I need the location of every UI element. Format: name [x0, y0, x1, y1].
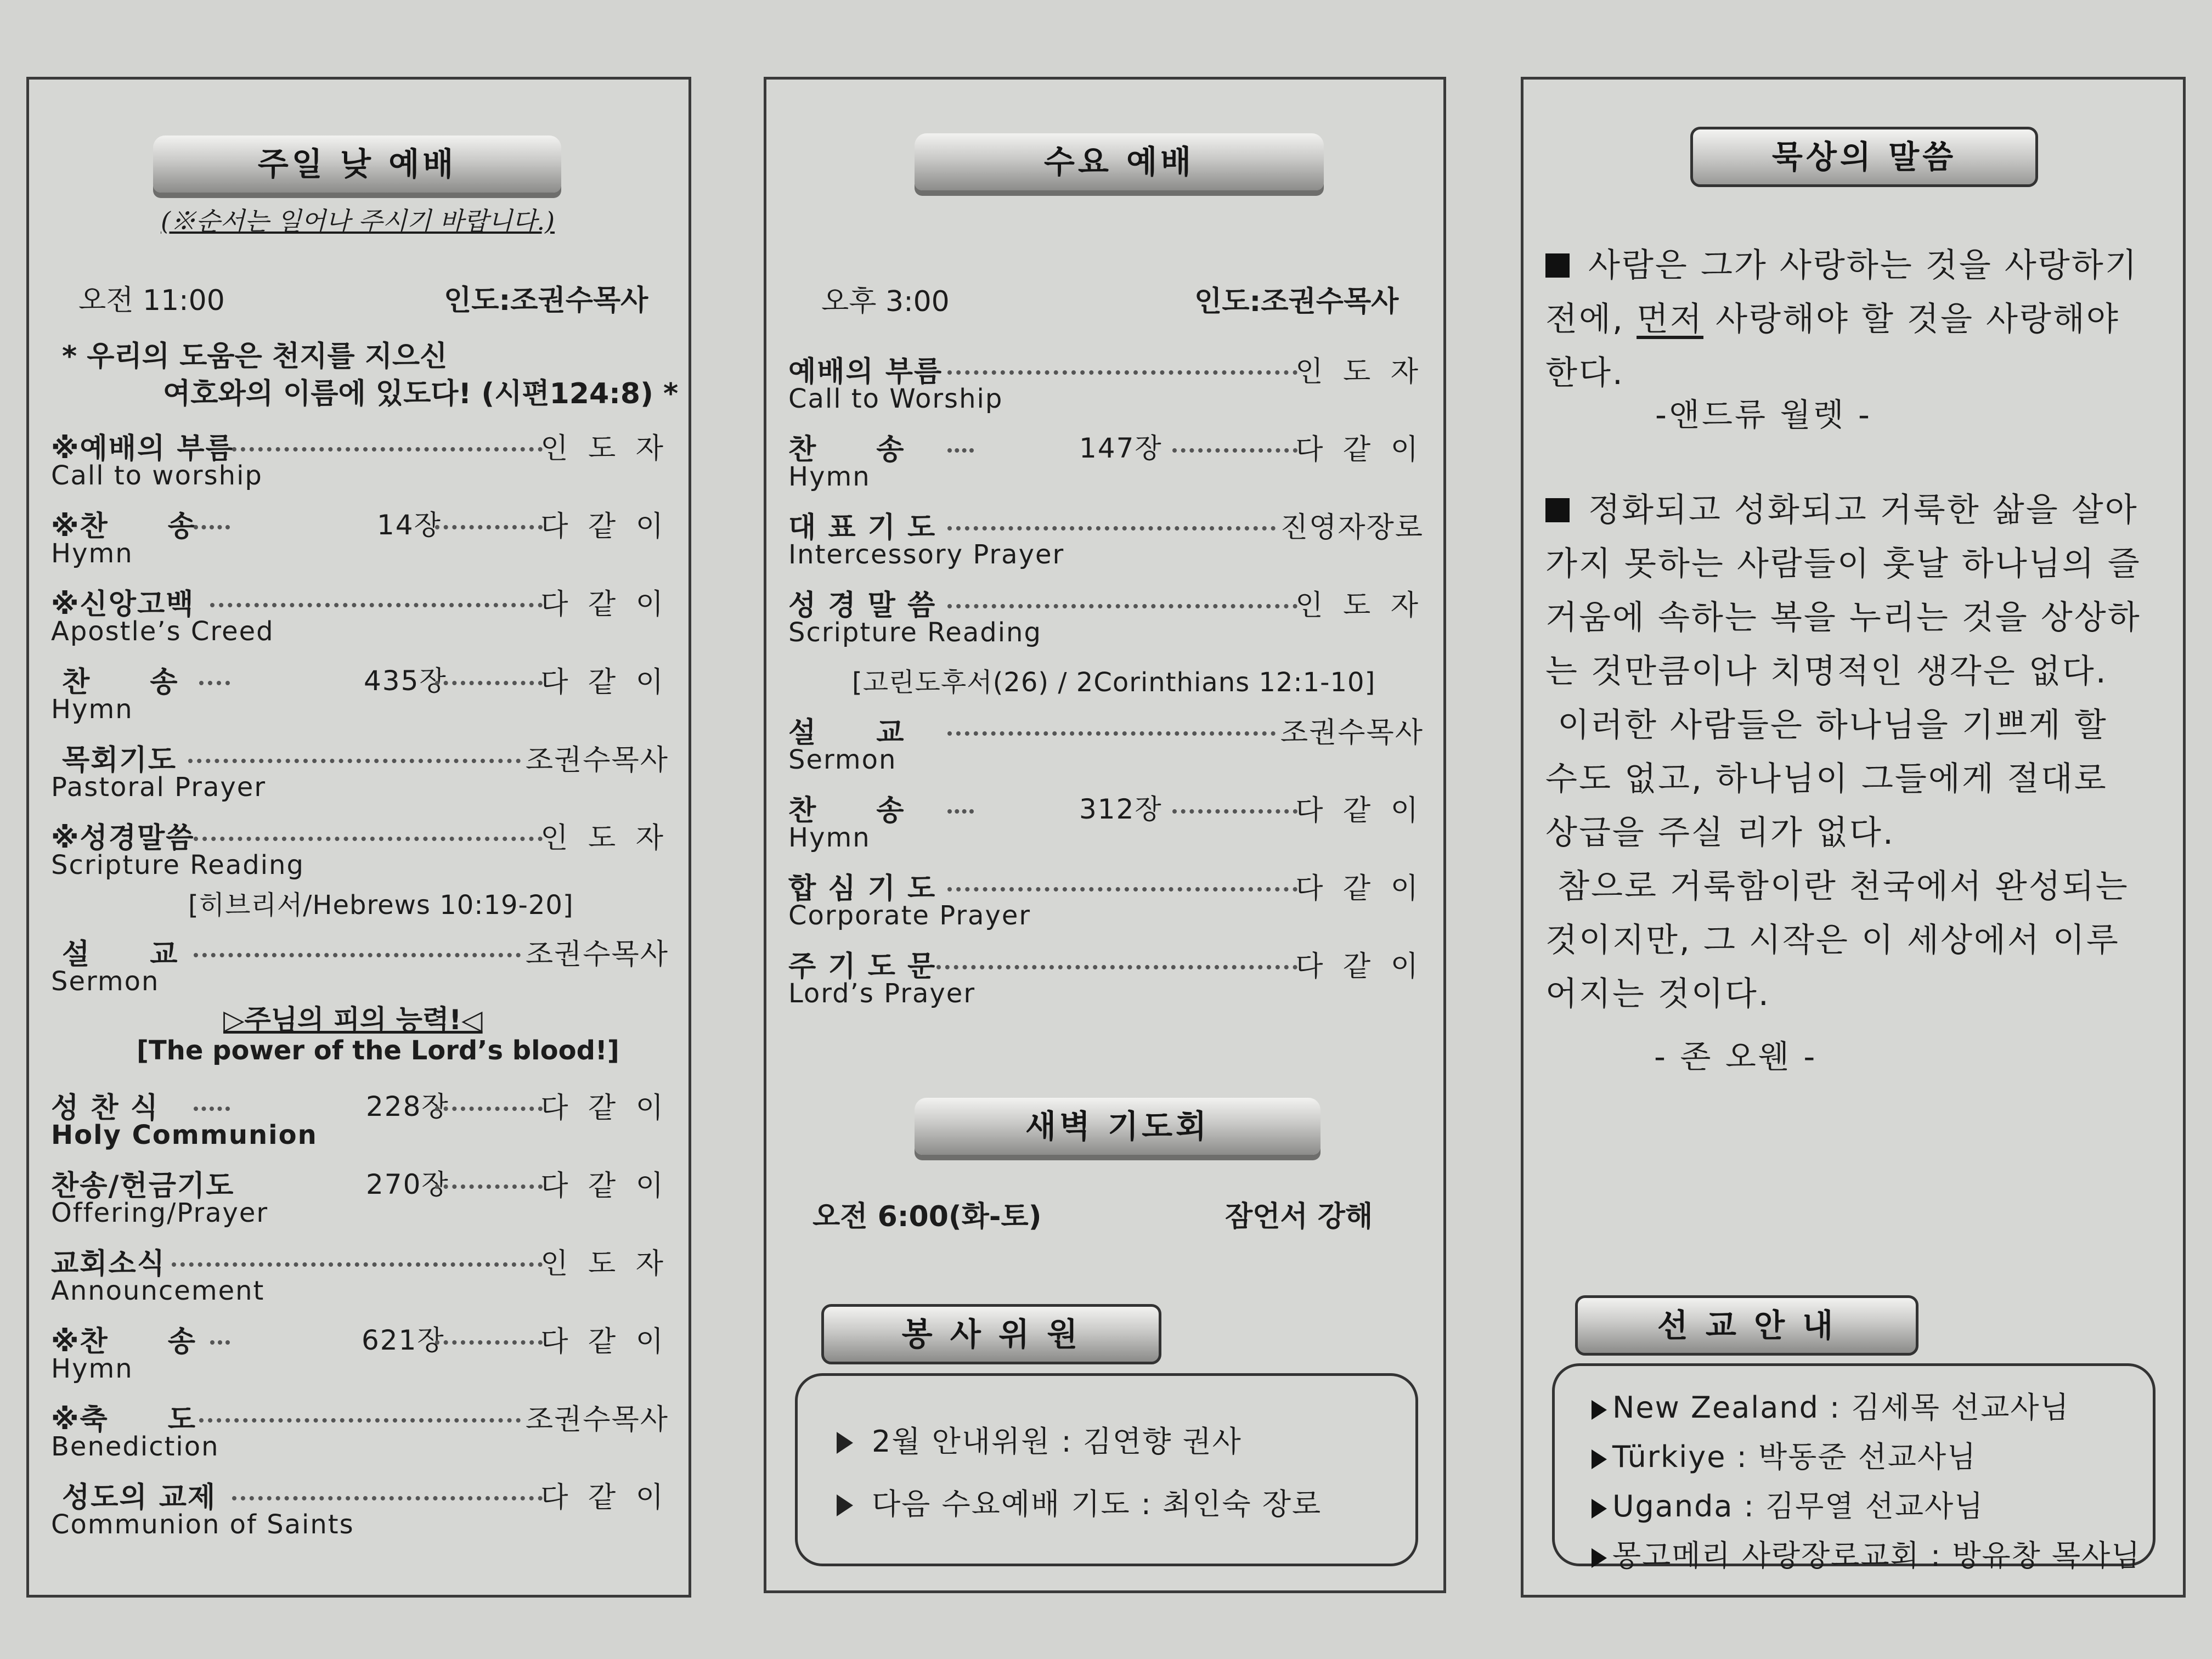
dawn-topic: 잠언서 강해	[1225, 1200, 1373, 1233]
quote-2: 정화되고 성화되고 거룩한 삶을 살아 가지 못하는 사람들이 훗날 하나님의 즐 거움에 속하는 복을 누리는 것을 상상하 는 것만큼이나 치명적인 생각은 없다. 이러한 사람들은 하나님을 기쁘게 할 수도 없고, 하나님이 그들에게 절대로 상급을 주실 리가 없다. 참으로 거룩함이란 천국에서 완성되는 것이지만, 그 시작은 이 세상에서 이루 어지는 것이다.	[1545, 491, 2141, 1013]
sunday-scripture: [히브리서/Hebrews 10:19-20]	[188, 890, 574, 921]
quote-1-author: -앤드류 월렛 -	[1655, 396, 1872, 433]
wednesday-service-title: 수요 예배	[915, 133, 1324, 190]
wednesday-time: 오후 3:00	[821, 285, 950, 318]
list-item: 2월 안내위원 : 김연향 권사	[837, 1418, 1242, 1460]
list-item: 찬송/헌금기도 Offering/Prayer 270장 다 같 이	[51, 1169, 669, 1228]
list-item: 설 교 Sermon 조권수목사	[788, 716, 1424, 775]
sermon-title-en: [The power of the Lord’s blood!]	[137, 1035, 619, 1066]
dawn-prayer-title: 새벽 기도회	[915, 1098, 1321, 1155]
dawn-time: 오전 6:00(화-토)	[812, 1200, 1042, 1233]
bullet-triangle-icon	[837, 1432, 853, 1454]
sunday-time: 오전 11:00	[78, 284, 225, 317]
bullet-triangle-icon	[1592, 1400, 1607, 1420]
list-item: 설 교 Sermon 조권수목사	[51, 938, 669, 997]
bullet-triangle-icon	[1592, 1449, 1607, 1469]
volunteers-box	[795, 1373, 1418, 1566]
list-item: Uganda : 김무열 선교사님	[1592, 1483, 1984, 1525]
list-item: ※축 도 Benediction 조권수목사	[51, 1403, 669, 1462]
list-item: 교회소식 Announcement 인 도 자	[51, 1248, 669, 1306]
list-item: 성도의 교제 Communion of Saints 다 같 이	[51, 1481, 669, 1540]
list-item: ※성경말씀 Scripture Reading 인 도 자	[51, 822, 669, 881]
list-item: ※찬 송 Hymn 14장 다 같 이	[51, 509, 669, 569]
list-item: 대 표 기 도 Intercessory Prayer 진영자장로	[788, 511, 1424, 570]
sunday-note: (※순서는 일어나 주시기 바랍니다.)	[161, 206, 555, 236]
list-item: ※신앙고백 Apostle’s Creed 다 같 이	[51, 588, 669, 647]
meditation-title: 묵상의 말씀	[1690, 127, 2038, 187]
volunteers-title: 봉 사 위 원	[821, 1304, 1161, 1364]
list-item: ※예배의 부름 Call to worship 인 도 자	[51, 432, 669, 491]
sunday-leader: 인도:조권수목사	[444, 284, 648, 317]
bullet-triangle-icon	[1592, 1499, 1607, 1519]
list-item: 합 심 기 도 Corporate Prayer 다 같 이	[788, 872, 1424, 931]
list-item: 목회기도 Pastoral Prayer 조권수목사	[51, 744, 669, 803]
bullet-square-icon	[1545, 498, 1570, 522]
bullet-square-icon	[1545, 253, 1570, 278]
wednesday-service-panel	[764, 77, 1446, 1593]
list-item: 찬 송 Hymn 312장 다 같 이	[788, 793, 1424, 853]
sunday-verse-line1: * 우리의 도움은 천지를 지으신	[62, 340, 448, 373]
sunday-verse-line2: 여호와의 이름에 있도다! (시편124:8) *	[163, 377, 679, 410]
list-item: 성 찬 식 Holy Communion 228장 다 같 이	[51, 1091, 669, 1150]
list-item: 다음 수요예배 기도 : 최인숙 장로	[837, 1481, 1322, 1523]
list-item: 몽고메리 사랑장로교회 : 방유창 목사님	[1592, 1532, 2141, 1575]
list-item: 찬 송 Hymn 147장 다 같 이	[788, 432, 1424, 492]
bullet-triangle-icon	[837, 1494, 853, 1516]
list-item: Türkiye : 박동준 선교사님	[1592, 1434, 1977, 1476]
list-item: 주 기 도 문 Lord’s Prayer 다 같 이	[788, 950, 1424, 1009]
quote-2-author: - 존 오웬 -	[1654, 1038, 1818, 1075]
bullet-triangle-icon	[1592, 1548, 1607, 1568]
list-item: 찬 송 Hymn 435장 다 같 이	[51, 665, 669, 725]
sunday-service-panel	[26, 77, 691, 1598]
list-item: 성 경 말 씀 Scripture Reading 인 도 자	[788, 589, 1424, 648]
list-item: 예배의 부름 Call to Worship 인 도 자	[788, 356, 1424, 414]
sunday-service-title: 주일 낮 예배	[153, 136, 561, 193]
list-item: New Zealand : 김세목 선교사님	[1592, 1384, 2070, 1426]
meditation-panel	[1521, 77, 2186, 1598]
quote-1: 사람은 그가 사랑하는 것을 사랑하기 전에, 먼저 사랑해야 할 것을 사랑해야 한다.	[1545, 246, 2138, 392]
wednesday-leader: 인도:조권수목사	[1194, 285, 1399, 318]
sermon-title: ▷주님의 피의 능력!◁	[223, 1004, 483, 1036]
wednesday-scripture: [고린도후서(26) / 2Corinthians 12:1-10]	[852, 667, 1376, 698]
missions-title: 선 교 안 내	[1575, 1295, 1918, 1356]
list-item: ※찬 송 Hymn 621장 다 같 이	[51, 1324, 669, 1384]
